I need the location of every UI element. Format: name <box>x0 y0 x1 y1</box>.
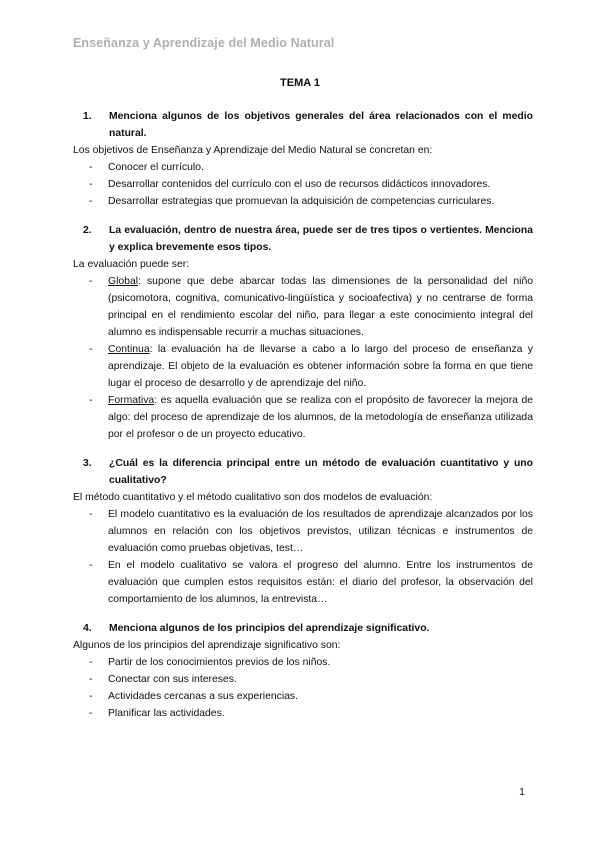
dash-bullet: - <box>89 708 93 719</box>
question-heading <box>73 108 533 142</box>
answer-intro: El método cuantitativo y el método cualitativo son dos modelos de evaluación: <box>73 492 433 503</box>
list-item <box>73 193 533 210</box>
list-item <box>73 176 533 193</box>
list-item-text <box>108 176 533 193</box>
list-item-text <box>108 193 533 210</box>
list-item-body: : supone que debe abarcar todas las dimensiones de la personalidad del niño (psicomotora, cognitiva, comunicativo-lingüística y socioafectiva) y no centrarse de forma principal en el rendimiento escolar del niño, para llegar a este conocimiento integral del alumno es indispensable recurrir a muchas situaciones. <box>108 276 533 338</box>
list-item-body: Conectar con sus intereses. <box>108 674 237 685</box>
question-text: ¿Cuál es la diferencia principal entre un método de evaluación cuantitativo y uno cualitativo? <box>109 458 533 486</box>
list-item <box>73 392 533 443</box>
evaluation-type-term: Global <box>108 276 139 287</box>
list-item-body: Planificar las actividades. <box>108 708 225 719</box>
list-item-text <box>108 557 533 608</box>
question-number: 2. <box>83 225 92 236</box>
dash-bullet: - <box>89 509 93 520</box>
list-item-body: En el modelo cualitativo se valora el progreso del alumno. Entre los instrumentos de evaluación que cumplen estos requisitos están: el diario del profesor, la observación del comportamiento de los alumnos, la entrevista… <box>108 560 533 605</box>
answer-intro: Los objetivos de Enseñanza y Aprendizaje del Medio Natural se concretan en: <box>73 145 433 156</box>
question-number: 3. <box>83 458 92 469</box>
answer-intro: Algunos de los principios del aprendizaje significativo son: <box>73 640 341 651</box>
list-item-body: Desarrollar contenidos del currículo con el uso de recursos didácticos innovadores. <box>108 179 491 190</box>
answer-list <box>73 506 533 608</box>
question-number: 4. <box>83 623 92 634</box>
list-item <box>73 654 533 671</box>
list-item <box>73 688 533 705</box>
list-item <box>73 506 533 557</box>
dash-bullet: - <box>89 674 93 685</box>
list-item <box>73 557 533 608</box>
list-item-body: Desarrollar estrategias que promuevan la adquisición de competencias curriculares. <box>108 196 495 207</box>
dash-bullet: - <box>89 560 93 571</box>
list-item-body: El modelo cuantitativo es la evaluación de los resultados de aprendizaje alcanzados por los alumnos en relación con los objetivos previstos, utilizan técnicas e instrumentos de evaluación como pruebas objetivas, test… <box>108 509 533 554</box>
list-item-text <box>108 705 533 722</box>
question-text: Menciona algunos de los principios del aprendizaje significativo. <box>109 623 430 634</box>
list-item-text <box>108 671 533 688</box>
list-item-text <box>108 654 533 671</box>
question-heading <box>73 455 533 489</box>
question-text: La evaluación, dentro de nuestra área, puede ser de tres tipos o vertientes. Menciona y explica brevemente esos tipos. <box>109 225 533 253</box>
question-heading <box>73 620 533 637</box>
answer-list <box>73 273 533 443</box>
running-header: Enseñanza y Aprendizaje del Medio Natural <box>73 36 335 50</box>
answer-intro: La evaluación puede ser: <box>73 259 190 270</box>
list-item <box>73 159 533 176</box>
answer-list <box>73 159 533 210</box>
question-number: 1. <box>83 111 92 122</box>
list-item-body: : la evaluación ha de llevarse a cabo a lo largo del proceso de enseñanza y aprendizaje. El objeto de la evaluación es obtener información sobre la forma en que tiene lugar el proceso de desarrollo y de aprendizaje del niño. <box>108 344 533 389</box>
page-title: TEMA 1 <box>280 77 320 89</box>
dash-bullet: - <box>89 196 93 207</box>
list-item-body: Partir de los conocimientos previos de los niños. <box>108 657 331 668</box>
list-item-body: Conocer el currículo. <box>108 162 204 173</box>
evaluation-type-term: Formativa <box>108 395 155 406</box>
list-item <box>73 273 533 341</box>
answer-list <box>73 654 533 722</box>
list-item-body: : es aquella evaluación que se realiza con el propósito de favorecer la mejora de algo: del proceso de aprendizaje de los alumnos, de la metodología de enseñanza utilizada por el profesor o de un proyecto educativo. <box>108 395 533 440</box>
question-heading <box>73 222 533 256</box>
evaluation-type-term: Continua <box>108 344 150 355</box>
list-item-text <box>108 688 533 705</box>
dash-bullet: - <box>89 179 93 190</box>
question-text: Menciona algunos de los objetivos generales del área relacionados con el medio natural. <box>109 111 533 139</box>
list-item-text <box>108 506 533 557</box>
document-body <box>73 108 533 722</box>
list-item-text <box>108 341 533 392</box>
list-item-text <box>108 273 533 341</box>
list-item-text <box>108 159 533 176</box>
list-item <box>73 341 533 392</box>
list-item <box>73 705 533 722</box>
dash-bullet: - <box>89 395 93 406</box>
list-item <box>73 671 533 688</box>
dash-bullet: - <box>89 162 93 173</box>
dash-bullet: - <box>89 657 93 668</box>
list-item-body: Actividades cercanas a sus experiencias. <box>108 691 299 702</box>
dash-bullet: - <box>89 276 93 287</box>
dash-bullet: - <box>89 344 93 355</box>
page-number: 1 <box>519 786 525 798</box>
list-item-text <box>108 392 533 443</box>
dash-bullet: - <box>89 691 93 702</box>
